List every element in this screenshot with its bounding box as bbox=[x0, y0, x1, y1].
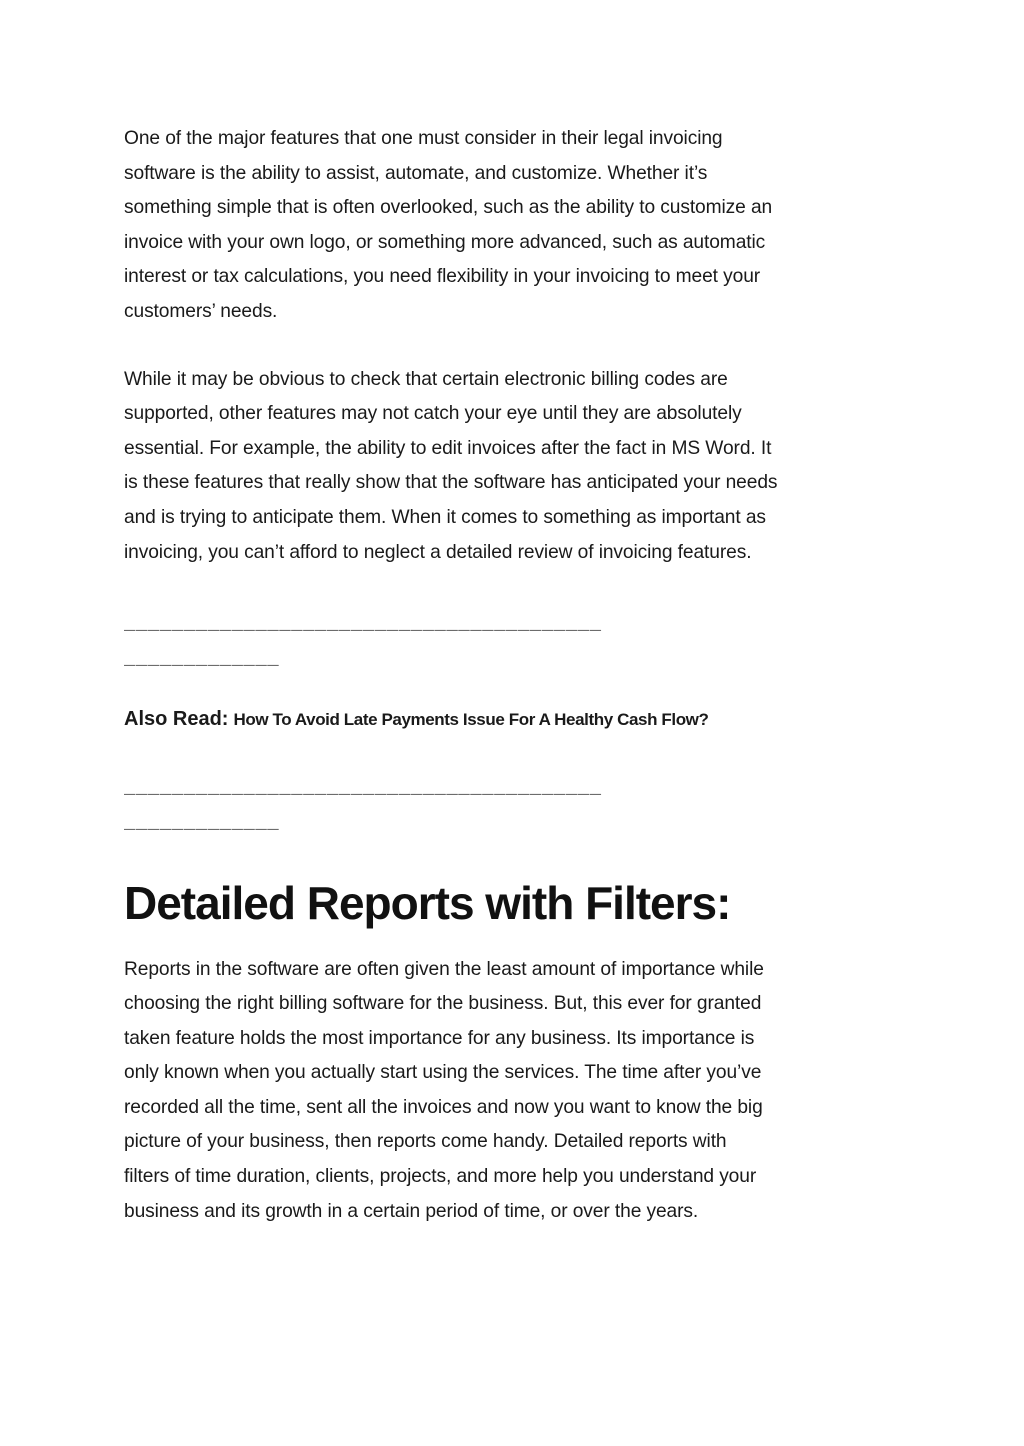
text-line: choosing the right billing software for the business. But, this ever for granted bbox=[124, 993, 762, 1015]
text-line: is these features that really show that the software has anticipated your needs bbox=[124, 472, 778, 494]
text-line: While it may be obvious to check that certain electronic billing codes are bbox=[124, 368, 728, 390]
also-read-link[interactable]: How To Avoid Late Payments Issue For A Healthy Cash Flow? bbox=[233, 710, 709, 730]
text-line: interest or tax calculations, you need flexibility in your invoicing to meet your bbox=[124, 266, 761, 288]
text-line: Reports in the software are often given the least amount of importance while bbox=[124, 958, 764, 980]
also-read bbox=[124, 702, 914, 737]
text-line: taken feature holds the most importance for any business. Its importance is bbox=[124, 1027, 755, 1049]
divider-line: _____________ bbox=[124, 807, 280, 830]
divider-line: ________________________________________ bbox=[124, 609, 602, 632]
text-line: invoice with your own logo, or something more advanced, such as automatic bbox=[124, 231, 766, 253]
text-line: invoicing, you can’t afford to neglect a detailed review of invoicing features. bbox=[124, 541, 752, 563]
text-line: filters of time duration, clients, projects, and more help you understand your bbox=[124, 1166, 757, 1188]
text-line: customers’ needs. bbox=[124, 300, 278, 322]
paragraph-billing-codes bbox=[124, 363, 914, 571]
text-line: supported, other features may not catch your eye until they are absolutely bbox=[124, 403, 742, 425]
document-page bbox=[124, 122, 914, 1229]
divider-line: _____________ bbox=[124, 643, 280, 666]
text-line: business and its growth in a certain period of time, or over the years. bbox=[124, 1200, 699, 1222]
text-line: something simple that is often overlooked, such as the ability to customize an bbox=[124, 197, 773, 219]
text-line: recorded all the time, sent all the invoices and now you want to know the big bbox=[124, 1096, 763, 1118]
text-line: One of the major features that one must consider in their legal invoicing bbox=[124, 128, 723, 149]
divider-line: ________________________________________ bbox=[124, 773, 602, 796]
also-read-label: Also Read: bbox=[124, 708, 229, 731]
paragraph-reports bbox=[124, 953, 914, 1230]
text-line: picture of your business, then reports come handy. Detailed reports with bbox=[124, 1131, 727, 1153]
section-heading: Detailed Reports with Filters: bbox=[124, 876, 731, 929]
text-line: essential. For example, the ability to edit invoices after the fact in MS Word. It bbox=[124, 437, 772, 459]
underscore-divider bbox=[124, 603, 914, 672]
text-line: only known when you actually start using the services. The time after you’ve bbox=[124, 1062, 762, 1084]
paragraph-features bbox=[124, 122, 914, 330]
text-line: and is trying to anticipate them. When it comes to something as important as bbox=[124, 506, 766, 528]
text-line: software is the ability to assist, automate, and customize. Whether it’s bbox=[124, 162, 708, 184]
underscore-divider bbox=[124, 767, 914, 836]
